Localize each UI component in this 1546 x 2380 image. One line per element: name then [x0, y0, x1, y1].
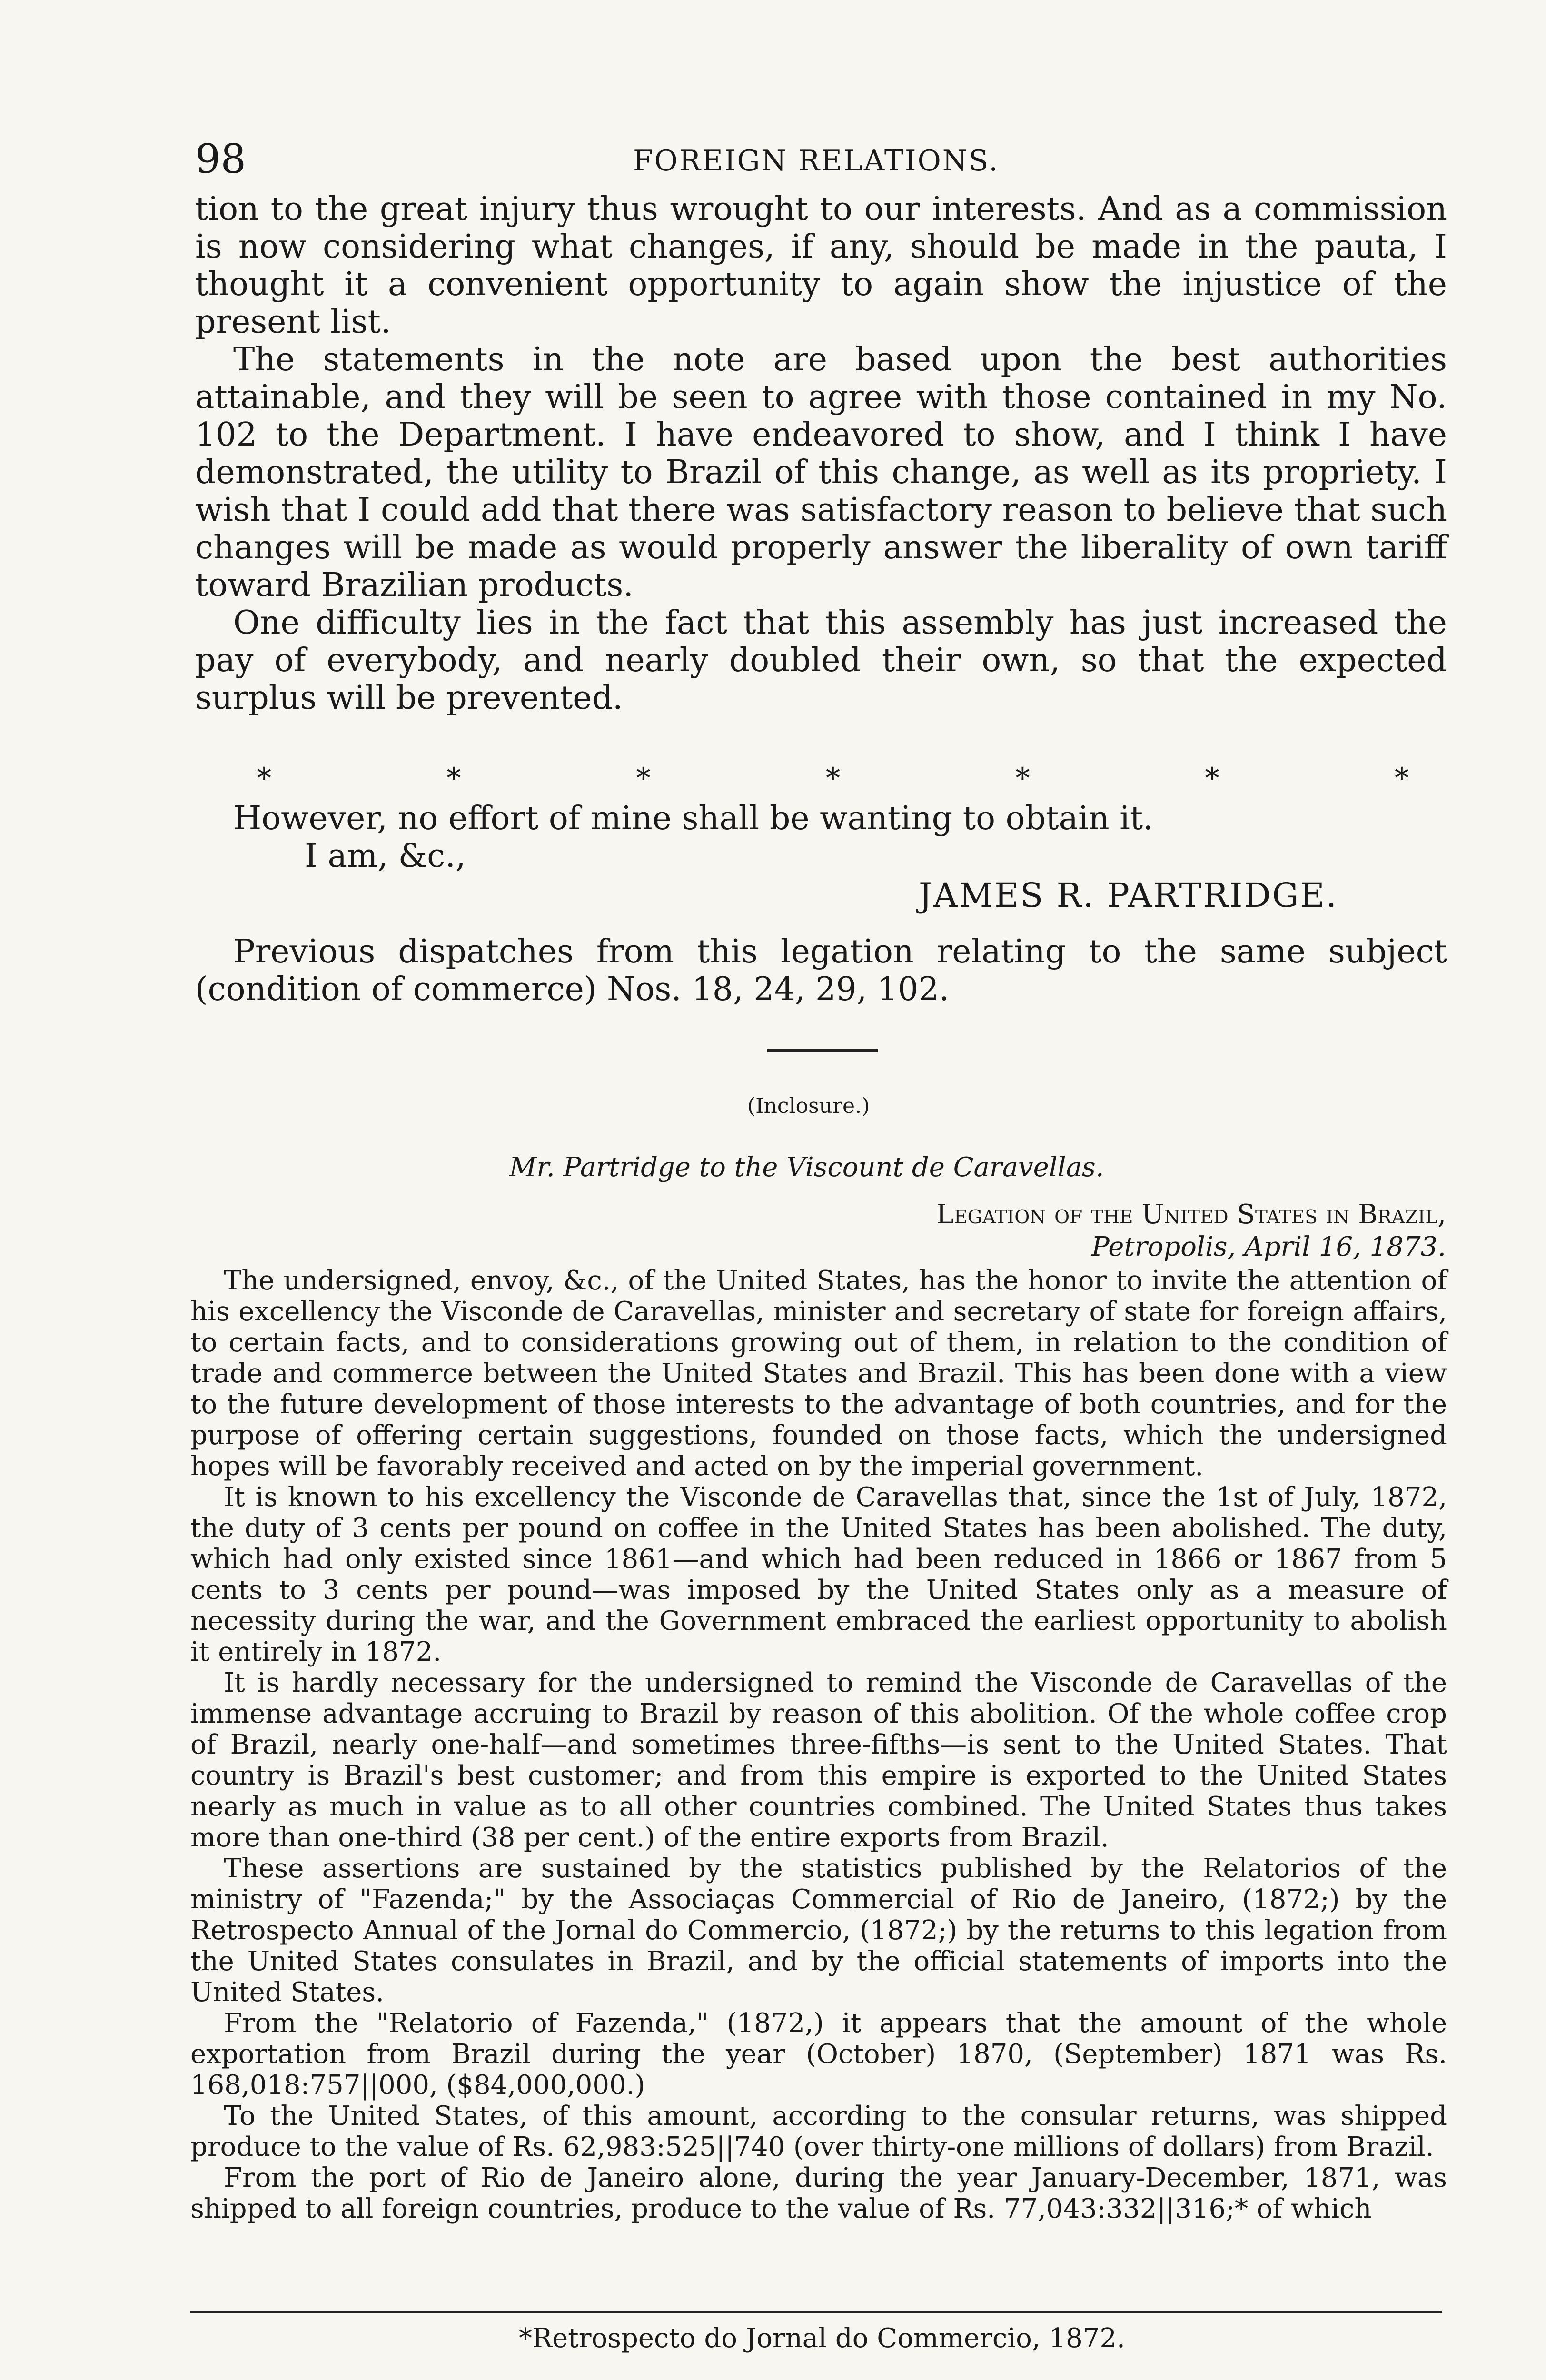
letter-salutation: Mr. Partridge to the Viscount de Caravellas. — [509, 1152, 1104, 1183]
inclosure-paragraph: From the port of Rio de Janeiro alone, during the year January-December, 1871, was shipped to all foreign countries, produce to the value of Rs. 77,043:332||316;* of which — [190, 2162, 1447, 2224]
paragraph-continuation: tion to the great injury thus wrought to our interests. And as a commission is now considering what changes, if any, should be made in the pauta, I thought it a convenient opportunity to again show the injustice of the present list. — [195, 190, 1447, 341]
paragraph-effort: However, no effort of mine shall be wanting to obtain it. — [233, 800, 1153, 837]
star: * — [1394, 762, 1409, 795]
inclosure-paragraph: It is known to his excellency the Visconde de Caravellas that, since the 1st of July, 1872, the duty of 3 cents per pound on coffee in the United States has been abolished. The duty, which had only existed since 1861—and which had been reduced in 1866 or 1867 from 5 cents to 3 cents per pound—was imposed by the United States only as a measure of necessity during the war, and the Government embraced the earliest opportunity to abolish it entirely in 1872. — [190, 1482, 1447, 1667]
main-text-previous — [195, 933, 1447, 1008]
inclosure-paragraph: To the United States, of this amount, according to the consular returns, was shipped produce to the value of Rs. 62,983:525||740 (over thirty-one millions of dollars) from Brazil. — [190, 2101, 1447, 2162]
page-header — [195, 136, 1452, 183]
legation-date: Petropolis, April 16, 1873. — [1091, 1231, 1446, 1262]
footnote-divider — [190, 2311, 1442, 2313]
closing: I am, &c., — [305, 837, 466, 875]
inclosure-label: (Inclosure.) — [747, 1094, 870, 1118]
inclosure-paragraph: The undersigned, envoy, &c., of the United States, has the honor to invite the attention of his excellency the Visconde de Caravellas, minister and secretary of state for foreign affairs, to certain facts, and to considerations growing out of them, in relation to the condition of trade and commerce between the United States and Brazil. This has been done with a view to the future development of those interests to the advantage of both countries, and for the purpose of offering certain suggestions, founded on those facts, which the undersigned hopes will be favorably received and acted on by the imperial government. — [190, 1265, 1447, 1482]
paragraph-previous-dispatches: Previous dispatches from this legation relating to the same subject (condition of commerce) Nos. 18, 24, 29, 102. — [195, 933, 1447, 1008]
ellipsis-stars — [257, 762, 1409, 795]
inclosure-paragraph: It is hardly necessary for the undersigned to remind the Visconde de Caravellas of the immense advantage accruing to Brazil by reason of this abolition. Of the whole coffee crop of Brazil, nearly one-half—and sometimes three-fifths—is sent to the United States. That country is Brazil's best customer; and from this empire is exported to the United States nearly as much in value as to all other countries combined. The United States thus takes more than one-third (38 per cent.) of the entire exports from Brazil. — [190, 1667, 1447, 1853]
inclosure-body — [190, 1265, 1447, 2224]
legation-heading — [936, 1199, 1446, 1263]
star: * — [825, 762, 840, 795]
footnote: *Retrospecto do Jornal do Commercio, 1872. — [519, 2323, 1125, 2354]
star: * — [636, 762, 651, 795]
signature: JAMES R. PARTRIDGE. — [919, 876, 1338, 915]
star: * — [257, 762, 271, 795]
inclosure-paragraph: From the "Relatorio of Fazenda," (1872,) it appears that the amount of the whole exportation from Brazil during the year (October) 1870, (September) 1871 was Rs. 168,018:757||000, ($84,000,000.) — [190, 2008, 1447, 2101]
paragraph-difficulty: One difficulty lies in the fact that this assembly has just increased the pay of everybody, and nearly doubled their own, so that the expected surplus will be prevented. — [195, 604, 1447, 717]
star: * — [1015, 762, 1030, 795]
section-divider — [767, 1049, 878, 1052]
inclosure-paragraph: These assertions are sustained by the statistics published by the Relatorios of the ministry of "Fazenda;" by the Associaças Commercial of Rio de Janeiro, (1872;) by the Retrospecto Annual of the Jornal do Commercio, (1872;) by the returns to this legation from the United States consulates in Brazil, and by the official statements of imports into the United States. — [190, 1853, 1447, 2008]
legation-line: Legation of the United States in Brazil, — [936, 1199, 1446, 1230]
star: * — [1205, 762, 1219, 795]
star: * — [446, 762, 461, 795]
running-head: FOREIGN RELATIONS. — [633, 144, 1000, 178]
page-number: 98 — [195, 136, 246, 182]
main-text-closing — [195, 800, 1447, 875]
main-text-top — [195, 190, 1447, 717]
paragraph-statements: The statements in the note are based upon the best authorities attainable, and they will be seen to agree with those contained in my No. 102 to the Department. I have endeavored to show, and I think I have demonstrated, the utility to Brazil of this change, as well as its propriety. I wish that I could add that there was satisfactory reason to believe that such changes will be made as would properly answer the liberality of own tariff toward Brazilian products. — [195, 341, 1447, 604]
